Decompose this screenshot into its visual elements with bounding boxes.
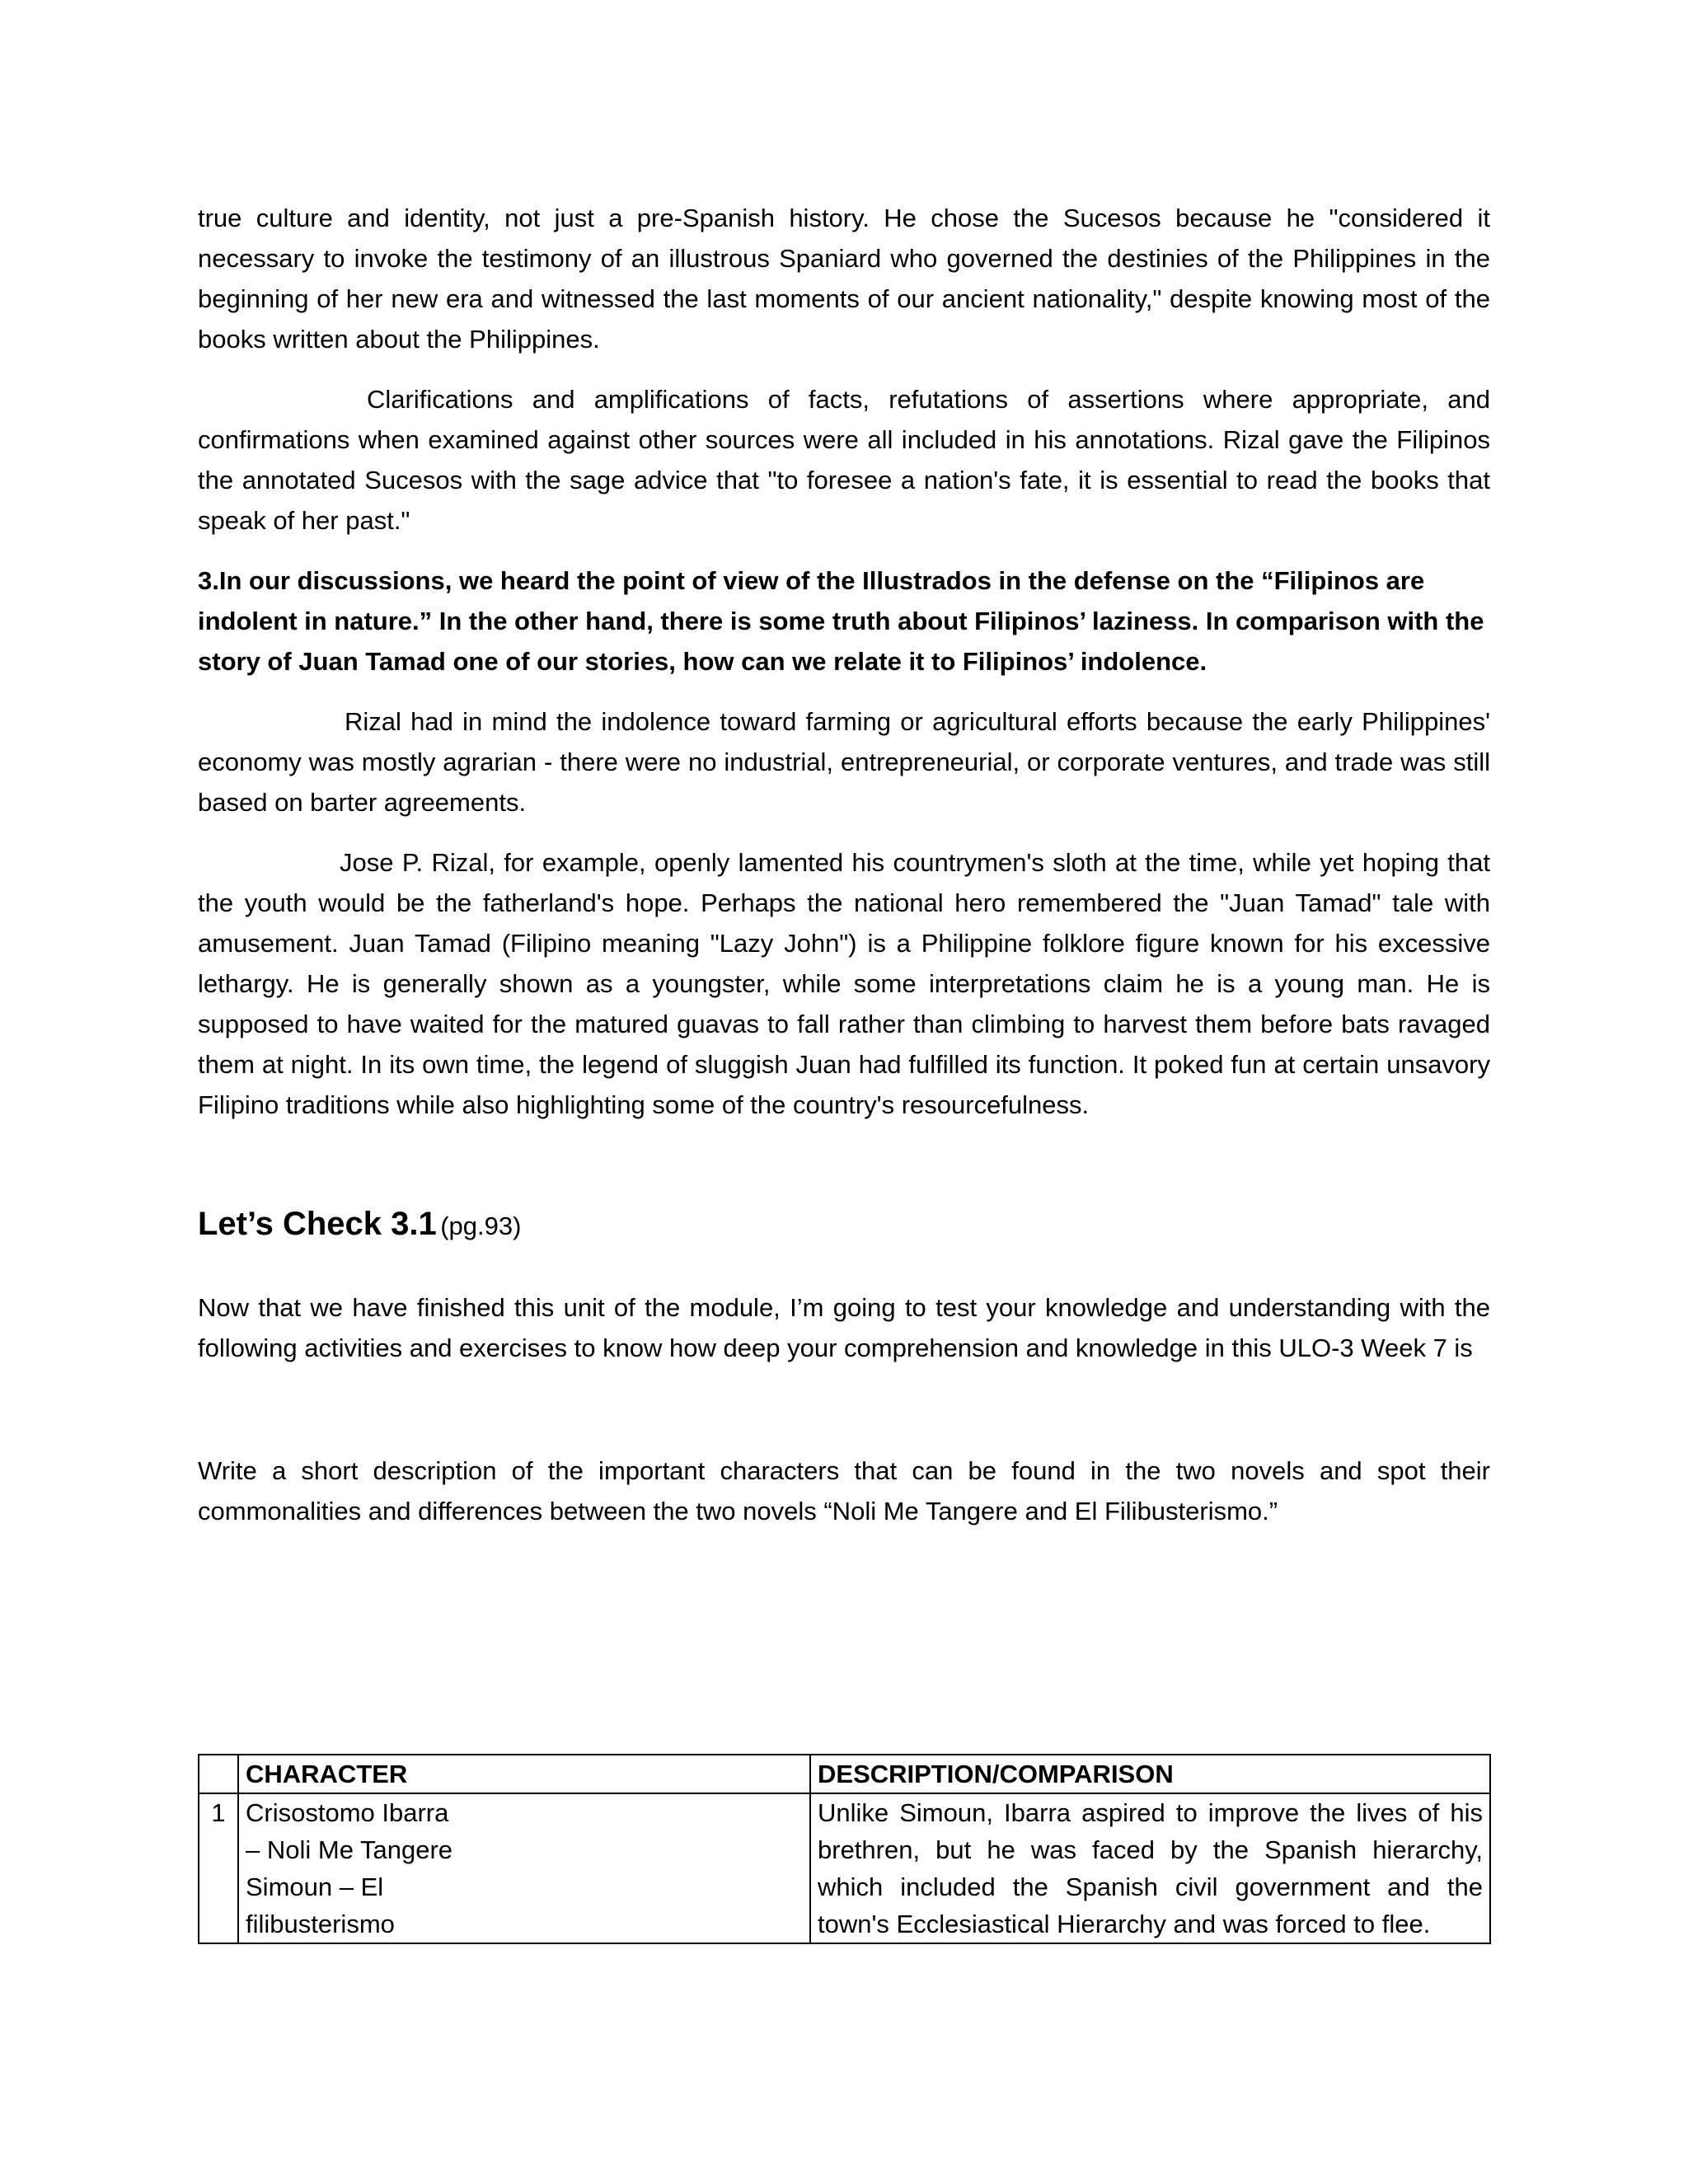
character-line: Simoun – El [246,1872,384,1901]
document-page [198,198,1490,1551]
row-number: 1 [199,1793,238,1943]
paragraph-juan-tamad: Jose P. Rizal, for example, openly lamented his countrymen's sloth at the time, while yet hoping that the youth would be the fatherland's hope. Perhaps the national hero remembered the "Juan Tamad" tale with amusement. Juan Tamad (Filipino meaning "Lazy John") is a Philippine folklore figure known for his excessive lethargy. He is generally shown as a youngster, while some interpretations claim he is a young man. He is supposed to have waited for the matured guavas to fall rather than climbing to harvest them before bats ravaged them at night. In its own time, the legend of sluggish Juan had fulfilled its function. It poked fun at certain unsavory Filipino traditions while also highlighting some of the country's resourcefulness. [198,848,1490,1119]
lets-check-task: Write a short description of the important characters that can be found in the two novels and spot their commonalities and differences between the two novels “Noli Me Tangere and El Filibusterismo.” [198,1456,1490,1526]
characters-table [198,1754,1491,1944]
row-character [238,1793,810,1943]
table-row [199,1793,1490,1943]
lets-check-title: Let’s Check 3.1 [198,1206,437,1242]
header-description: DESCRIPTION/COMPARISON [810,1755,1490,1793]
lets-check-heading [198,1201,1490,1254]
lets-check-intro: Now that we have finished this unit of the module, I’m going to test your knowledge and understanding with the following activities and exercises to know how deep your comprehension and knowledge in this ULO-3 Week 7 is [198,1293,1490,1362]
paragraph-sucesos-choice: true culture and identity, not just a pre-Spanish history. He chose the Sucesos because he "considered it necessary to invoke the testimony of an illustrous Spaniard who governed the destinies of the Philippines in the beginning of her new era and witnessed the last moments of our ancient nationality," despite knowing most of the books written about the Philippines. [198,204,1490,354]
row-description: Unlike Simoun, Ibarra aspired to improve the lives of his brethren, but he was faced by the Spanish hierarchy, which included the Spanish civil government and the town's Ecclesiastical Hierarchy and was forced to flee. [810,1793,1490,1943]
character-line: Crisostomo Ibarra [246,1798,449,1827]
paragraph-annotations: Clarifications and amplifications of facts, refutations of assertions where appropriate, and confirmations when examined against other sources were all included in his annotations. Rizal gave the Filipinos the annotated Sucesos with the sage advice that "to foresee a nation's fate, it is essential to read the books that speak of her past." [198,385,1490,535]
table-header-row [199,1755,1490,1793]
question-3: 3.In our discussions, we heard the point of view of the Illustrados in the defense on the “Filipinos are indolent in nature.” In the other hand, there is some truth about Filipinos’ laziness. In comparison with the story of Juan Tamad one of our stories, how can we relate it to Filipinos’ indolence. [198,566,1484,676]
header-character: CHARACTER [238,1755,810,1793]
paragraph-indolence-farming: Rizal had in mind the indolence toward farming or agricultural efforts because the early Philippines' economy was mostly agrarian - there were no industrial, entrepreneurial, or corporate ventures, and trade was still based on barter agreements. [198,707,1490,817]
character-line: filibusterismo [246,1910,395,1938]
lets-check-page-ref: (pg.93) [440,1212,522,1240]
header-number [199,1755,238,1793]
character-line: – Noli Me Tangere [246,1835,453,1864]
